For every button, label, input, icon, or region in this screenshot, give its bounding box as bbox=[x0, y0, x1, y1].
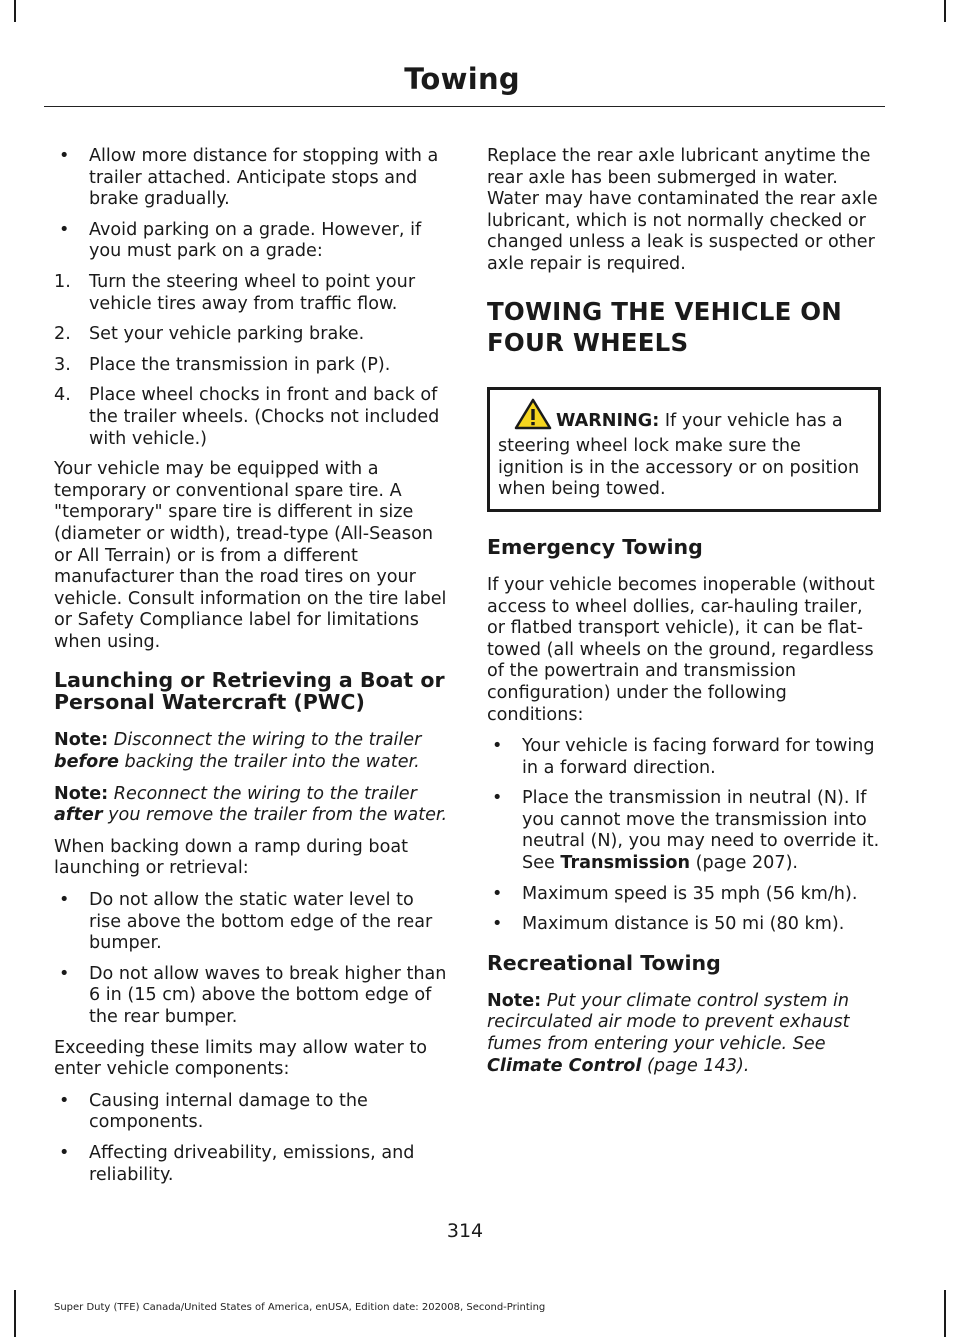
warning-triangle-icon bbox=[514, 398, 552, 437]
boat-launch-heading: Launching or Retrieving a Boat or Personal Watercraft (PWC) bbox=[54, 668, 445, 715]
list-item: • Place the transmission in neutral (N). If you cannot move the transmission into neutral (N), you may need to override it. See Transmission (page 207). bbox=[492, 788, 880, 874]
page-title: Towing bbox=[404, 62, 520, 96]
list-item: • Allow more distance for stopping with a trailer attached. Anticipate stops and brake gradually. bbox=[59, 146, 439, 210]
axle-paragraph: Replace the rear axle lubricant anytime the rear axle has been submerged in water. Water may have contaminated the rear axle lubricant, which is not normally checked or changed unless a leak is suspected or other axle repair is required. bbox=[487, 146, 878, 274]
bullet-marker: • bbox=[492, 736, 503, 757]
step-item: 3. Place the transmission in park (P). bbox=[54, 354, 391, 375]
bullet-marker: • bbox=[59, 890, 70, 911]
page-number: 314 bbox=[446, 1220, 484, 1242]
warning-text: If your vehicle has a steering wheel lock make sure the ignition is in the accessory or on position when being towed. bbox=[498, 410, 860, 500]
recreational-towing-heading: Recreational Towing bbox=[487, 950, 721, 975]
bullet-marker: • bbox=[59, 146, 70, 166]
step-item: 4. Place wheel chocks in front and back of the trailer wheels. (Chocks not included with vehicle.) bbox=[54, 385, 440, 449]
left-column bbox=[54, 146, 448, 1195]
bullet-marker: • bbox=[59, 1142, 70, 1163]
crop-mark-bottom-right bbox=[944, 1290, 946, 1337]
list-item: • Do not allow waves to break higher than 6 in (15 cm) above the bottom edge of the rear bumper. bbox=[59, 963, 447, 1027]
emergency-paragraph: If your vehicle becomes inoperable (without access to wheel dollies, car-hauling trailer, or flatbed transport vehicle), it can be flat-towed (all wheels on the ground, regardless of the powertrain and transmission configuration) under the following conditions: bbox=[487, 574, 875, 725]
list-item: • Avoid parking on a grade. However, if you must park on a grade: bbox=[59, 219, 422, 262]
bullet-marker: • bbox=[59, 963, 70, 984]
climate-control-link[interactable]: Climate Control bbox=[487, 1055, 642, 1076]
bullet-marker: • bbox=[59, 219, 70, 240]
list-item: • Maximum distance is 50 mi (80 km). bbox=[492, 914, 845, 935]
right-column bbox=[487, 146, 881, 1087]
step-number: 3. bbox=[54, 354, 71, 375]
warning-label: WARNING: bbox=[556, 410, 660, 431]
emergency-towing-heading: Emergency Towing bbox=[487, 534, 703, 559]
list-item: • Affecting driveability, emissions, and reliability. bbox=[59, 1142, 415, 1185]
exceed-paragraph: Exceeding these limits may allow water to enter vehicle components: bbox=[54, 1037, 428, 1080]
list-item: • Causing internal damage to the components. bbox=[59, 1090, 368, 1133]
step-number: 2. bbox=[54, 324, 71, 345]
list-item: • Do not allow the static water level to rise above the bottom edge of the rear bumper. bbox=[59, 890, 433, 954]
spare-tire-paragraph: Your vehicle may be equipped with a temporary or conventional spare tire. A "temporary" spare tire is different in size (diameter or width), tread-type (All-Season or All Terrain) or is from a different manufacturer than the road tires on your vehicle. Consult information on the tire label or Safety Compliance label for limitations when using. bbox=[54, 459, 447, 652]
warning-box bbox=[487, 387, 881, 512]
bullet-marker: • bbox=[59, 1090, 70, 1111]
list-item: • Your vehicle is facing forward for towing in a forward direction. bbox=[492, 736, 875, 778]
crop-mark-top-right bbox=[944, 0, 946, 22]
bullet-marker: • bbox=[492, 788, 503, 809]
list-item: • Maximum speed is 35 mph (56 km/h). bbox=[492, 883, 858, 904]
note-paragraph: Note: Put your climate control system in recirculated air mode to prevent exhaust fumes from entering your vehicle. See Climate Control (page 143). bbox=[487, 990, 850, 1076]
step-number: 1. bbox=[54, 271, 71, 292]
step-item: 2. Set your vehicle parking brake. bbox=[54, 324, 365, 345]
crop-mark-bottom-left bbox=[14, 1290, 16, 1337]
step-item: 1. Turn the steering wheel to point your vehicle tires away from traffic flow. bbox=[54, 271, 416, 314]
crop-mark-top-left bbox=[14, 0, 16, 22]
ramp-paragraph: When backing down a ramp during boat launching or retrieval: bbox=[54, 836, 409, 879]
section-heading: TOWING THE VEHICLE ON FOUR WHEELS bbox=[487, 296, 843, 357]
footer-text: Super Duty (TFE) Canada/United States of America, enUSA, Edition date: 202008, Second-Printing bbox=[54, 1302, 546, 1313]
header-divider bbox=[44, 106, 885, 107]
note-paragraph: Note: Reconnect the wiring to the trailer after you remove the trailer from the water. bbox=[54, 783, 448, 826]
bullet-marker: • bbox=[492, 914, 503, 935]
step-number: 4. bbox=[54, 385, 71, 406]
note-paragraph: Note: Disconnect the wiring to the trailer before backing the trailer into the water. bbox=[54, 730, 422, 773]
transmission-link[interactable]: Transmission bbox=[560, 853, 690, 874]
bullet-marker: • bbox=[492, 883, 503, 904]
